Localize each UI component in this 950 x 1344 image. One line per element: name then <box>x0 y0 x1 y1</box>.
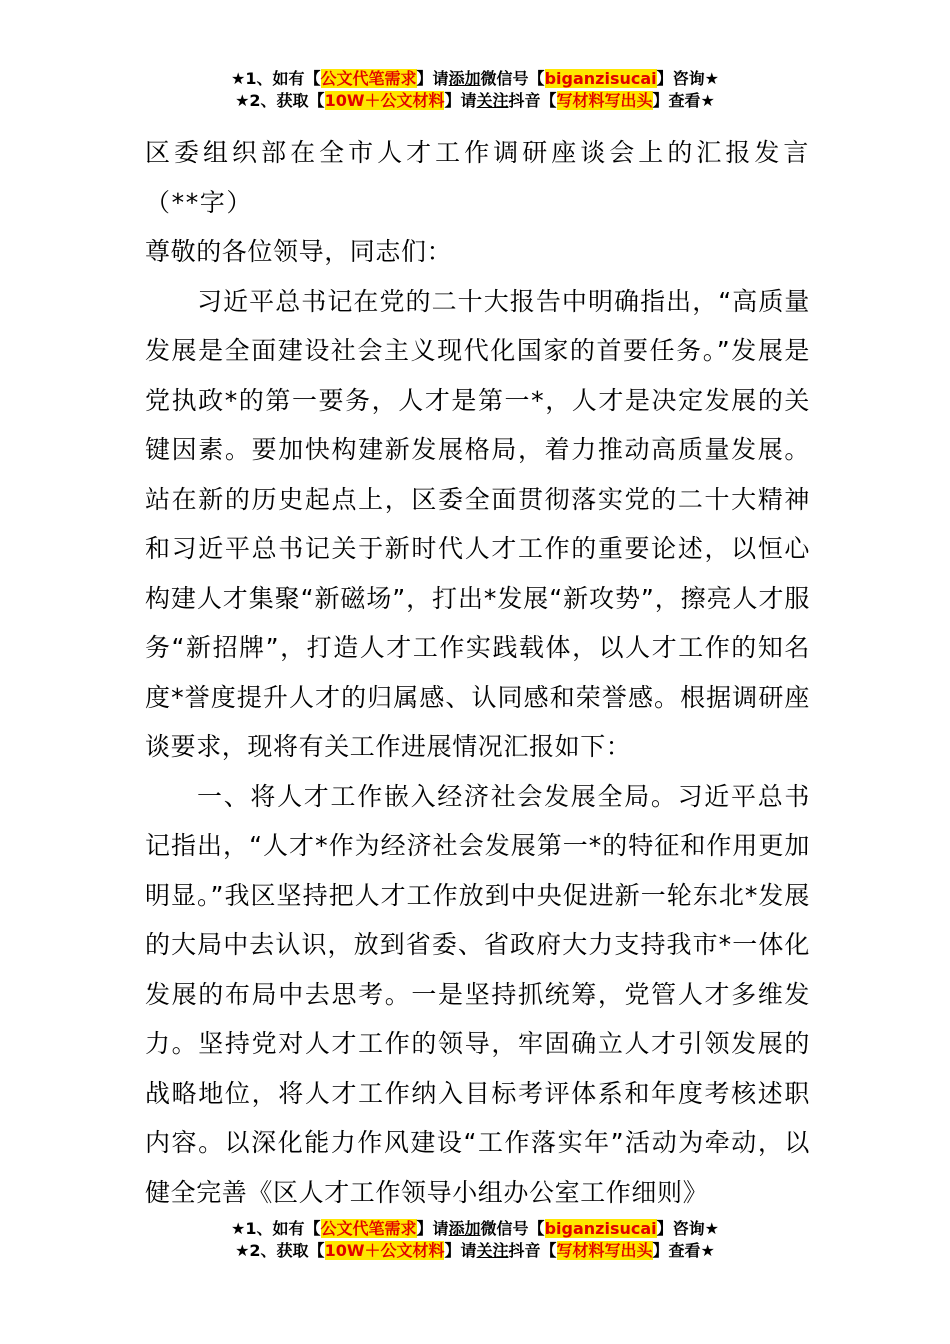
ad-line-2-prefix: ★2、获取【 <box>235 91 325 110</box>
ad-line-1 <box>0 68 950 90</box>
ad-line-1-prefix: ★1、如有【 <box>231 69 321 88</box>
ad-line-2-mid: 】请 <box>444 1241 477 1260</box>
ad-line-2-highlight-douyin: 写材料写出头 <box>556 1241 653 1260</box>
ad-line-2-underlined: 关注 <box>476 91 509 110</box>
ad-line-2-prefix: ★2、获取【 <box>235 1241 325 1260</box>
ad-line-1-mid: 】请 <box>416 1219 449 1238</box>
ad-line-1-underlined: 添加 <box>448 69 481 88</box>
ad-line-1-suffix: 】咨询★ <box>656 69 719 88</box>
ad-line-1-suffix: 】咨询★ <box>656 1219 719 1238</box>
ad-line-1-prefix: ★1、如有【 <box>231 1219 321 1238</box>
ad-line-2-highlight-materials: 10W＋公文材料 <box>324 91 445 110</box>
ad-line-2-underlined: 关注 <box>476 1241 509 1260</box>
paragraph-intro: 习近平总书记在党的二十大报告中明确指出，“高质量发展是全面建设社会主义现代化国家的首要任务。”发展是党执政*的第一要务，人才是第一*，人才是决定发展的关键因素。要加快构建新发展格局，着力推动高质量发展。站在新的历史起点上，区委全面贯彻落实党的二十大精神和习近平总书记关于新时代人才工作的重要论述，以恒心构建人才集聚“新磁场”，打出*发展“新攻势”，擦亮人才服务“新招牌”，打造人才工作实践载体，以人才工作的知名度*誉度提升人才的归属感、认同感和荣誉感。根据调研座谈要求，现将有关工作进展情况汇报如下： <box>145 286 810 761</box>
ad-line-2-mid2: 抖音【 <box>508 1241 557 1260</box>
ad-line-1-highlight-service: 公文代笔需求 <box>320 1219 417 1238</box>
ad-line-1-highlight-service: 公文代笔需求 <box>320 69 417 88</box>
document-title: 区委组织部在全市人才工作调研座谈会上的汇报发言（**字） <box>145 138 810 217</box>
ad-line-1-underlined: 添加 <box>448 1219 481 1238</box>
ad-line-2-highlight-materials: 10W＋公文材料 <box>324 1241 445 1260</box>
document-body <box>145 128 810 1217</box>
salutation: 尊敬的各位领导，同志们： <box>145 237 453 266</box>
ad-line-2-suffix: 】查看★ <box>652 1241 715 1260</box>
ad-line-1-mid2: 微信号【 <box>480 69 545 88</box>
ad-line-1 <box>0 1218 950 1240</box>
ad-line-2-highlight-douyin: 写材料写出头 <box>556 91 653 110</box>
ad-line-1-highlight-wechat: biganzisucai <box>544 1219 657 1238</box>
paragraph-section-1: 一、将人才工作嵌入经济社会发展全局。习近平总书记指出，“人才*作为经济社会发展第一*的特征和作用更加明显。”我区坚持把人才工作放到中央促进新一轮东北*发展的大局中去认识，放到省委、省政府大力支持我市*一体化发展的布局中去思考。一是坚持抓统筹，党管人才多维发力。坚持党对人才工作的领导，牢固确立人才引领发展的战略地位，将人才工作纳入目标考评体系和年度考核述职内容。以深化能力作风建设“工作落实年”活动为牵动，以健全完善《区人才工作领导小组办公室工作细则》 <box>145 781 810 1207</box>
ad-line-1-mid: 】请 <box>416 69 449 88</box>
ad-line-1-highlight-wechat: biganzisucai <box>544 69 657 88</box>
ad-line-2 <box>0 90 950 112</box>
ad-line-1-mid2: 微信号【 <box>480 1219 545 1238</box>
ad-line-2-suffix: 】查看★ <box>652 91 715 110</box>
ad-line-2 <box>0 1240 950 1262</box>
ad-banner-bottom <box>0 1218 950 1262</box>
ad-banner-top <box>0 68 950 112</box>
ad-line-2-mid: 】请 <box>444 91 477 110</box>
ad-line-2-mid2: 抖音【 <box>508 91 557 110</box>
